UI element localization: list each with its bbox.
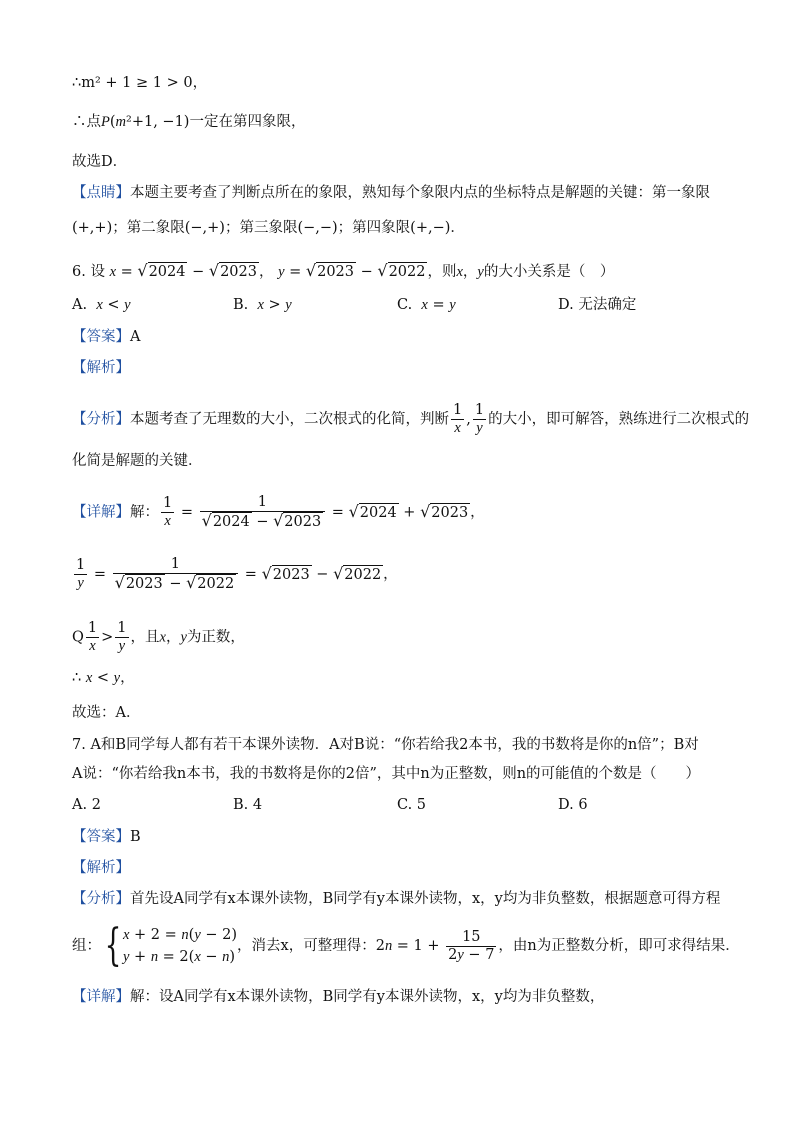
q6-fenxi-text-2: 的大小，即可解答，熟练进行二次根式的 xyxy=(488,411,750,428)
q6-analysis xyxy=(72,358,130,378)
analysis-tag: 【解析】 xyxy=(72,360,130,376)
q7-option-a-label: A. 2 xyxy=(72,797,101,813)
q7-group-label: 组： xyxy=(72,938,101,954)
question-6: 6. 设 x = √2024 − √2023 ， y = √2023 − √2022 ，则x，y的大小关系是（ ） xyxy=(72,261,615,280)
quadrant-text: 一定在第四象限， xyxy=(189,114,306,130)
q6-fenxi-text-3: 化简是解题的关键． xyxy=(72,453,203,469)
q7-detail xyxy=(72,987,604,1007)
quadrants-text: (+,+)；第二象限(−,+)；第三象限(−,−)；第四象限(+,−)． xyxy=(72,220,465,236)
line-m-squared xyxy=(72,73,207,93)
fenxi-tag: 【分析】 xyxy=(72,411,130,428)
q6-positive: 为正数， xyxy=(186,629,245,646)
q6-detail-1: 【详解】解： $\frac{1}{x}$ = $\frac{1}{√2024 - √2023}$ = √2024 + √2023 ， xyxy=(72,494,485,530)
q6-option-a: A. x < y xyxy=(72,297,131,313)
q7-fenxi-2: 组：{ x + 2 = n(y − 2) y + n = 2(x − n) ，消去x，可整理得：2n = 1 + $\frac{15}{2y - 7}$ ，由n为正整数分析，即可求得结果． xyxy=(72,920,740,971)
q6-detail-2: $\frac{1}{y}$ = $\frac{1}{√2023 - √2022}$ = √2023 − √2022 ， xyxy=(76,556,398,592)
q6-fenxi-text-1: 本题考查了无理数的大小，二次根式的化简，判断 xyxy=(130,411,449,428)
q6-detail-4: ∴ x < y， xyxy=(72,670,135,686)
q7-text-2: A说：“你若给我n本书，我的书数将是你的2倍”，其中n为正整数，则n的可能值的个数是（ ） xyxy=(72,766,701,782)
brace-icon: { xyxy=(104,920,122,971)
line-dianjing xyxy=(72,183,710,203)
q6-end: 的大小关系是（ ） xyxy=(483,264,615,280)
inequality-text: ∴m² + 1 ≥ 1 > 0， xyxy=(72,75,208,91)
q7-option-c-label: C. 5 xyxy=(397,797,427,813)
detail-tag: 【详解】 xyxy=(72,989,130,1005)
q7-option-a xyxy=(72,795,101,815)
q6-then: ，则 xyxy=(427,264,457,280)
answer-tag: 【答案】 xyxy=(72,329,130,345)
q7-conclude: ，由n为正整数分析，即可求得结果． xyxy=(498,938,740,954)
q6-option-b: B. x > y xyxy=(233,297,292,313)
equation-system: x + 2 = n(y − 2) y + n = 2(x − n) xyxy=(123,927,238,965)
q7-detail-text: 解：设A同学有x本课外读物，B同学有y本课外读物，x，y均为非负整数， xyxy=(130,989,605,1005)
point-p-coords: (m²+1, −1) xyxy=(109,114,190,130)
line-quadrants xyxy=(72,218,465,238)
analysis-tag: 【解析】 xyxy=(72,860,130,876)
q7-option-d-label: D. 6 xyxy=(558,797,588,813)
q6-select xyxy=(72,703,140,723)
q6-option-d xyxy=(558,295,636,315)
q6-fenxi-cont xyxy=(72,451,203,471)
q6-and: ，且 xyxy=(130,629,160,646)
q7-option-b xyxy=(233,795,262,815)
line-choose-d xyxy=(72,152,127,172)
q6-detail-prefix: 解： xyxy=(130,504,159,521)
q6-option-d-label: D. 无法确定 xyxy=(558,297,637,313)
q6-option-c-label: C. xyxy=(397,297,413,313)
q6-option-b-label: B. xyxy=(233,297,249,313)
q7-fenxi-text-1: 首先设A同学有x本课外读物，B同学有y本课外读物，x，y均为非负整数，根据题意可得方程 xyxy=(130,891,721,907)
dianjing-tag: 【点睛】 xyxy=(72,185,130,201)
q6-answer xyxy=(72,327,140,347)
q6-answer-value: A xyxy=(130,329,141,345)
point-p-expr: P xyxy=(101,114,110,130)
q6-fenxi: 【分析】本题考查了无理数的大小，二次根式的化简，判断 $\frac{1}{x}$ , $\frac{1}{y}$ 的大小，即可解答，熟练进行二次根式的 xyxy=(72,402,750,436)
q6-comma: ， xyxy=(258,264,274,280)
q7-option-c xyxy=(397,795,426,815)
q7-eliminate: ，消去x，可整理得： xyxy=(237,938,376,954)
question-7-line-1 xyxy=(72,735,699,755)
q6-select-text: 故选：A． xyxy=(72,705,141,721)
dianjing-text: 本题主要考查了判断点所在的象限，熟知每个象限内点的坐标特点是解题的关键：第一象限 xyxy=(130,185,710,201)
line-point-p xyxy=(72,112,305,132)
fenxi-tag: 【分析】 xyxy=(72,891,130,907)
choose-d-text: 故选D． xyxy=(72,154,128,170)
detail-tag: 【详解】 xyxy=(72,504,130,521)
q6-prefix: 6. 设 xyxy=(72,264,105,280)
therefore-point-label: ∴点 xyxy=(72,114,101,130)
q7-answer-value: B xyxy=(130,829,141,845)
q6-option-a-label: A. xyxy=(72,297,88,313)
q6-detail-3: Q $\frac{1}{x}$ > $\frac{1}{y}$ ，且x，y为正数， xyxy=(72,620,245,654)
q7-text-1: 7. A和B同学每人都有若干本课外读物．A对B说：“你若给我2本书，我的书数将是你的n倍”；B对 xyxy=(72,737,699,753)
answer-tag: 【答案】 xyxy=(72,829,130,845)
q7-answer xyxy=(72,827,141,847)
question-7-line-2 xyxy=(72,764,700,784)
q7-fenxi-1 xyxy=(72,889,720,909)
q7-analysis xyxy=(72,858,130,878)
q7-option-b-label: B. 4 xyxy=(233,797,263,813)
q7-option-d xyxy=(558,795,588,815)
q6-option-c: C. x = y xyxy=(397,297,456,313)
